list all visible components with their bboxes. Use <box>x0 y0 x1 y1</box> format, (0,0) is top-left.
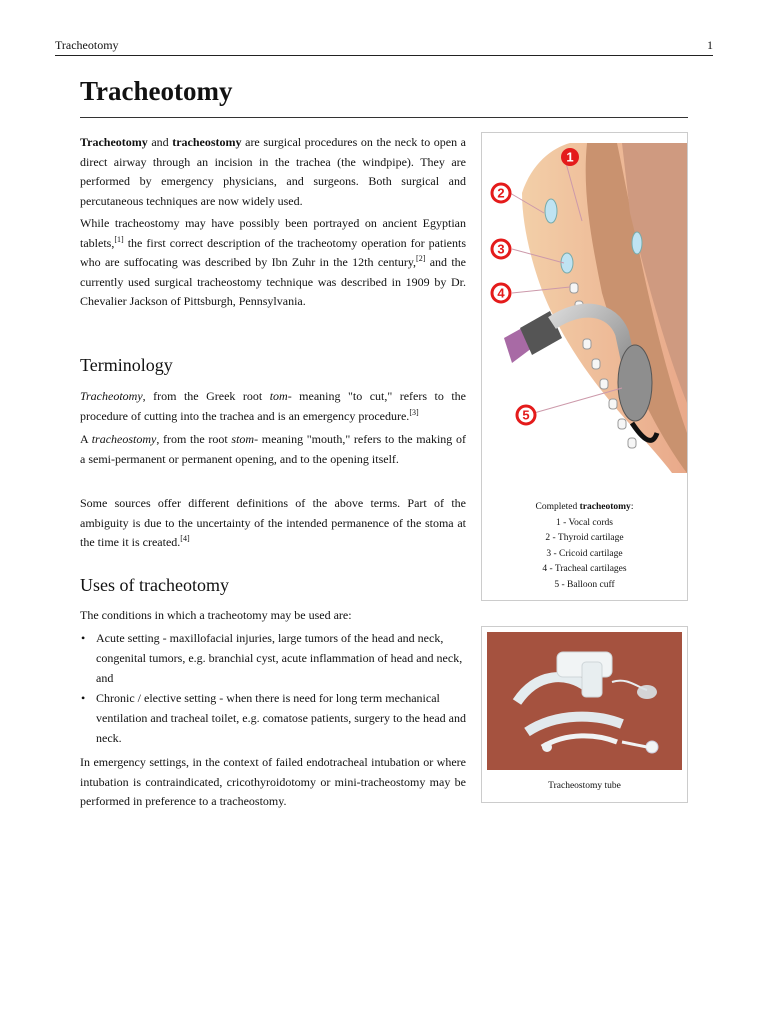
term-italic: tracheostomy <box>91 432 157 446</box>
text-run: A <box>80 432 92 446</box>
figure-caption <box>482 500 687 593</box>
heading-uses: Uses of tracheotomy <box>80 575 229 595</box>
heading-terminology: Terminology <box>80 355 173 375</box>
marker-3: 3 <box>497 241 505 257</box>
citation-link[interactable]: [1] <box>114 234 124 244</box>
marker-1: 1 <box>566 149 574 165</box>
caption-line: 2 - Thyroid cartilage <box>545 533 624 543</box>
citation-link[interactable]: [2] <box>416 254 426 263</box>
text-run: , from the Greek root <box>142 389 270 403</box>
list-item: • Acute setting - maxillofacial injuries, large tumors of the head and neck, congenital tumors, e.g. branchial cyst, acute inflammation of head and neck, and <box>80 628 466 688</box>
caption-link[interactable]: tracheotomy <box>579 502 631 512</box>
tracheotomy-diagram <box>482 133 687 498</box>
figure-caption: Tracheostomy tube <box>548 781 621 791</box>
balloon-cuff <box>618 345 652 421</box>
terminology-paragraph-2 <box>80 430 466 469</box>
uses-intro: The conditions in which a tracheotomy may be used are: <box>80 608 352 622</box>
running-title: Tracheotomy <box>55 38 119 52</box>
term-tracheotomy: Tracheotomy <box>80 135 148 149</box>
text-run: , from the root <box>156 432 232 446</box>
term-italic: stom- <box>231 432 259 446</box>
caption-line: 1 - Vocal cords <box>556 517 613 528</box>
text-run: While tracheostomy may have possibly been portrayed on ancient Egyptian tablets, <box>80 216 466 250</box>
page-title: Tracheotomy <box>80 76 688 118</box>
text-run: : <box>630 502 634 512</box>
thyroid-cartilage <box>545 199 557 223</box>
term-italic: tom- <box>269 389 292 403</box>
terminology-paragraph-3 <box>80 494 466 553</box>
uses-paragraph-emergency: In emergency settings, in the context of failed endotracheal intubation or where intubation is contraindicated, cricothyroidotomy or mini-tracheostomy may be performed in preference to a tracheostomy. <box>80 755 466 808</box>
text-run: and the currently used surgical tracheostomy technique was described in 1909 by Dr. Chevalier Jackson of Pittsburgh, Pennsylvania. <box>80 255 466 308</box>
text-run: meaning "to cut," refers to the procedure of cutting into the trachea and is an emergency procedure. <box>80 389 466 423</box>
text-run: the first correct description of the tracheotomy operation for patients who are suffocating was described by Ibn Zuhr in the 12th century, <box>80 235 466 269</box>
caption-title <box>482 500 687 516</box>
caption-line: 3 - Cricoid cartilage <box>546 548 623 559</box>
figure-tracheostomy-tube <box>481 626 688 803</box>
uses-list <box>80 628 466 748</box>
term-tracheostomy: tracheostomy <box>172 135 242 149</box>
intro-paragraph-2 <box>80 214 466 312</box>
text-run: Completed <box>535 502 580 512</box>
marker-5: 5 <box>522 407 530 423</box>
text-run: are surgical procedures on the neck to open a direct airway through an incision in the trachea (the windpipe). They are performed by emergency physicians, and surgeons. Both surgical and percutaneous techniques are now widely used. <box>80 135 467 208</box>
figure-tracheotomy <box>481 132 688 601</box>
citation-link[interactable]: [3] <box>409 407 419 417</box>
citation-link[interactable]: [4] <box>180 534 190 543</box>
list-item: • Chronic / elective setting - when there is need for long term mechanical ventilation and tracheal toilet, e.g. comatose patients, surgery to the head and neck. <box>80 688 466 748</box>
term-italic: Tracheotomy <box>80 389 143 403</box>
caption-line: 5 - Balloon cuff <box>554 579 615 590</box>
terminology-paragraph-1 <box>80 387 466 426</box>
caption-line: 4 - Tracheal cartilages <box>542 564 627 574</box>
running-header <box>55 38 713 56</box>
page-number: 1 <box>707 38 713 52</box>
marker-4: 4 <box>497 285 505 301</box>
text-run: meaning "mouth," refers to the making of a semi-permanent or permanent opening, and to the opening itself. <box>80 432 466 466</box>
intro-paragraph-1 <box>80 133 466 211</box>
tracheostomy-tube-photo <box>487 632 682 770</box>
text-run: and <box>147 135 173 149</box>
text-run: Some sources offer different definitions of the above terms. Part of the ambiguity is due to the uncertainty of the intended permanence of the stoma at the time it is created. <box>80 496 466 549</box>
marker-2: 2 <box>497 185 505 201</box>
